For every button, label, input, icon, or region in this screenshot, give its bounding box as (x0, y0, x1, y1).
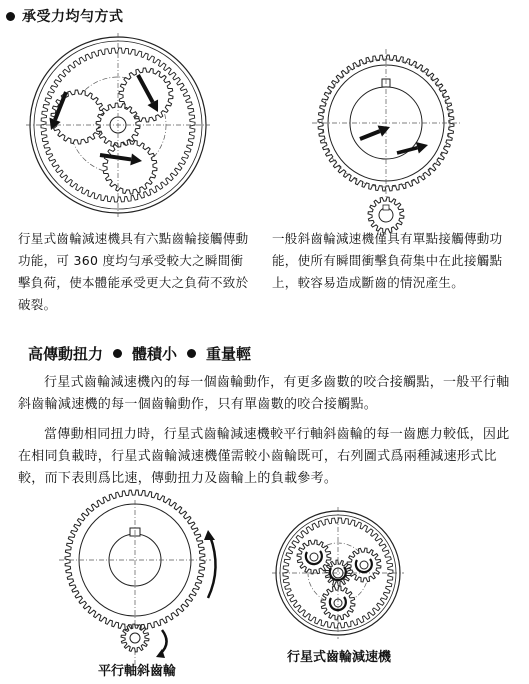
section-title-text: 承受力均勻方式 (22, 9, 124, 25)
gear-hub (310, 553, 318, 561)
bullet-icon (6, 12, 15, 21)
bullet-icon (113, 349, 122, 358)
feature-compact: 體積小 (132, 345, 178, 363)
planetary-gear-diagram (270, 505, 420, 645)
rotation-arrow-head (204, 530, 215, 540)
feature-torque: 高傳動扭力 (28, 345, 104, 363)
paragraph-contact: 行星式齒輪減速機內的每一個齒輪動作，有更多齒數的咬合接觸點，一般平行軸斜齒輪減速機的每一個齒輪動作，只有單齒數的咬合接觸點。 (18, 375, 510, 412)
feature-lightweight: 重量輕 (206, 345, 252, 363)
caption-planetary: 行星式齒輪減速機 (287, 650, 392, 665)
caption-parallel: 平行軸斜齒輪 (98, 664, 177, 679)
paragraph-stress: 當傳動相同扭力時，行星式齒輪減速機較平行軸斜齒輪的每一齒應力較低，因此在相同負載時，行星式齒輪減速機僅需較小齒輪既可，右列圖式爲兩種減速形式比較，而下表則爲比速，傳動扭力及齒輪上的負載參考。 (18, 427, 510, 486)
gear-hub (360, 561, 368, 569)
helical-load-diagram (300, 45, 470, 225)
feature-list (28, 343, 251, 364)
keyway (383, 205, 389, 210)
rotation-arrow (208, 536, 216, 598)
parallel-gear-diagram (50, 508, 230, 658)
planetary-load-diagram (18, 30, 228, 220)
gear-hub (130, 633, 140, 643)
helical-description: 一般斜齒輪減速機僅具有單點接觸傳動功能，使所有瞬間衝擊負荷集中在此接觸點上，較容易造成斷齒的情況產生。 (272, 231, 503, 290)
planetary-description: 行星式齒輪減速機具有六點齒輪接觸傳動功能，可 360 度均勻承受較大之瞬間衝擊負荷，使本體能承受更大之負荷不致於破裂。 (18, 231, 249, 312)
bullet-icon (187, 349, 196, 358)
section-title (6, 6, 124, 26)
